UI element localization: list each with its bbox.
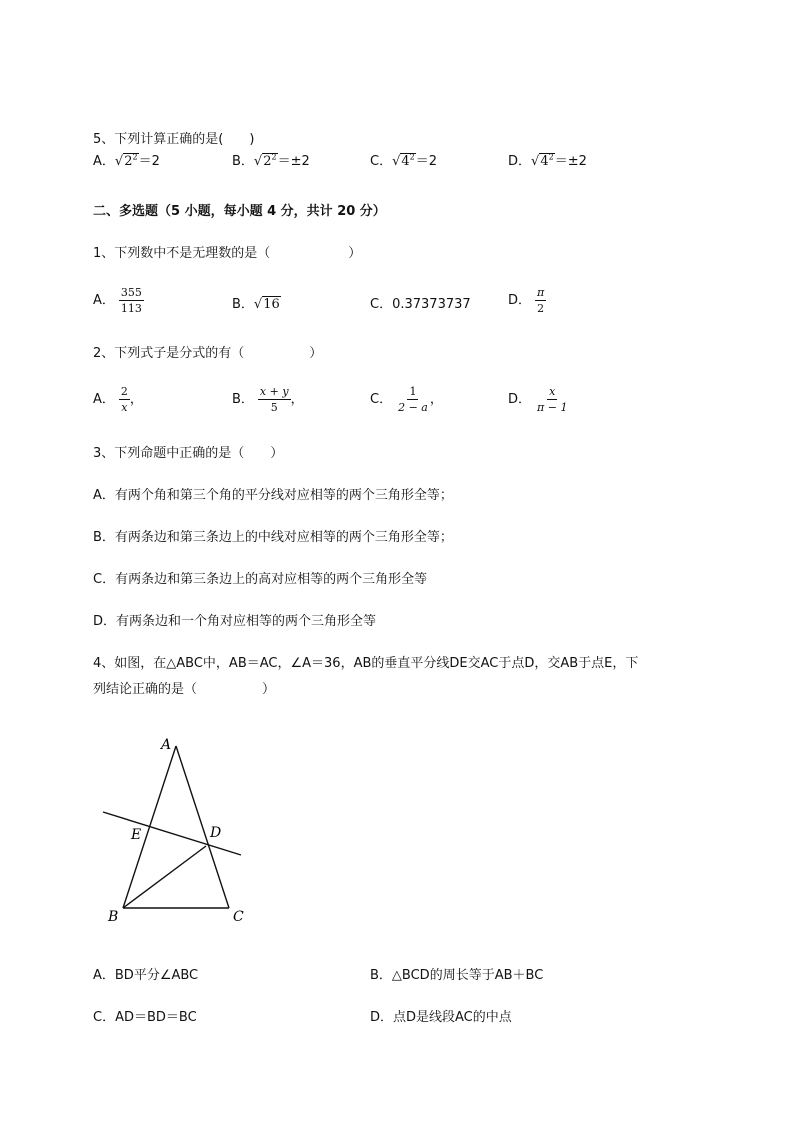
m2-c-fraction: [396, 384, 430, 415]
q5-option-d-tail: ＝±2: [554, 154, 587, 169]
m1-option-c-value: 0.37373737: [392, 297, 471, 312]
m1-b-radicand: 16: [263, 297, 280, 312]
q5-option-c-label: C．: [370, 154, 393, 169]
m3-option-b: B．有两条边和第三条边上的中线对应相等的两个三角形全等；: [93, 530, 453, 545]
m4-stem-line2: 列结论正确的是（ ）: [93, 682, 276, 697]
m1-a-fraction: [119, 285, 144, 316]
m1-option-b-label: B．: [232, 297, 254, 312]
m3-option-a: A．有两个角和第三个角的平分线对应相等的两个三角形全等；: [93, 488, 453, 503]
m2-c-numerator: 1: [409, 385, 417, 398]
q5-option-b: [232, 150, 310, 169]
m1-d-fraction: [535, 285, 546, 316]
vertex-label-b: B: [108, 909, 119, 925]
sqrt-symbol: $√2^2$: [114, 152, 138, 169]
m2-option-b: [232, 384, 304, 415]
m2-stem: 2、下列式子是分式的有（ ）: [93, 346, 323, 361]
sqrt-symbol: √16: [253, 297, 280, 312]
m2-d-denominator: π − 1: [537, 401, 568, 414]
m1-option-d-label: D．: [508, 293, 532, 308]
m2-a-fraction: [119, 384, 130, 415]
m1-d-numerator: π: [537, 286, 545, 299]
m1-option-a: [93, 285, 144, 316]
m2-b-comma: ，: [290, 392, 304, 407]
q5-c-exp: 2: [409, 152, 415, 162]
m3-option-d: D．有两条边和一个角对应相等的两个三角形全等: [93, 614, 377, 629]
m2-d-fraction: [535, 384, 569, 415]
m2-option-a-label: A．: [93, 392, 115, 407]
triangle-figure: [95, 735, 255, 930]
m2-b-denominator: 5: [270, 401, 278, 414]
m2-b-numerator: x + y: [259, 385, 289, 398]
m4-option-c: C．AD＝BD＝BC: [93, 1010, 197, 1025]
segment-bd: [123, 846, 206, 908]
q5-b-base: 2: [263, 154, 272, 169]
m2-option-b-label: B．: [232, 392, 254, 407]
sqrt-symbol: $√4^2$: [392, 152, 415, 169]
q5-option-c-tail: ＝2: [415, 154, 438, 169]
q5-d-exp: 2: [548, 152, 554, 162]
m2-option-a: [93, 384, 143, 415]
vertex-label-a: A: [161, 737, 172, 753]
m1-option-a-label: A．: [93, 293, 115, 308]
m2-option-d: [508, 384, 569, 415]
q5-option-b-label: B．: [232, 154, 254, 169]
section-heading: 二、多选题（5 小题，每小题 4 分，共计 20 分）: [93, 204, 386, 219]
m1-a-numerator: 355: [120, 286, 142, 299]
m2-d-numerator: x: [549, 385, 556, 398]
m2-a-denominator: x: [121, 401, 128, 414]
m2-c-comma: ，: [429, 392, 443, 407]
m2-a-numerator: 2: [120, 385, 128, 398]
m2-c-denominator: 2 − a: [398, 401, 428, 414]
m1-option-d: [508, 285, 546, 316]
m2-a-comma: ，: [129, 392, 143, 407]
sqrt-symbol: $√2^2$: [253, 152, 277, 169]
m4-option-d: D．点D是线段AC的中点: [370, 1010, 512, 1025]
q5-option-d: [508, 150, 587, 169]
q5-b-exp: 2: [271, 152, 277, 162]
m2-option-c-label: C．: [370, 392, 393, 407]
m1-option-b: [232, 293, 281, 312]
vertex-label-c: C: [233, 909, 244, 925]
m1-option-c-label: C．: [370, 297, 393, 312]
q5-option-b-tail: ＝±2: [277, 154, 310, 169]
q5-option-d-label: D．: [508, 154, 532, 169]
m1-a-denominator: 113: [120, 302, 142, 315]
q5-option-a-tail: ＝2: [138, 154, 160, 169]
m1-option-c: [370, 293, 471, 312]
m2-b-fraction: [258, 384, 291, 415]
q5-c-base: 4: [401, 154, 410, 169]
m4-option-a: A．BD平分∠ABC: [93, 968, 199, 983]
m2-option-c: [370, 384, 443, 415]
m4-option-b: B．△BCD的周长等于AB＋BC: [370, 968, 544, 983]
point-label-e: E: [131, 827, 142, 843]
q5-a-exp: 2: [132, 152, 138, 162]
m3-stem: 3、下列命题中正确的是（ ）: [93, 446, 284, 461]
m4-stem-line1: 4、如图，在△ABC中，AB＝AC，∠A＝36，AB的垂直平分线DE交AC于点D，交AB于点E，下: [93, 656, 639, 671]
m2-option-d-label: D．: [508, 392, 532, 407]
m1-d-denominator: 2: [537, 302, 545, 315]
m3-option-c: C．有两条边和第三条边上的高对应相等的两个三角形全等: [93, 572, 428, 587]
m1-stem: 1、下列数中不是无理数的是（ ）: [93, 246, 362, 261]
point-label-d: D: [210, 825, 222, 841]
q5-d-base: 4: [540, 154, 549, 169]
q5-option-a-label: A．: [93, 154, 115, 169]
sqrt-symbol: $√4^2$: [531, 152, 554, 169]
q5-stem: 5、下列计算正确的是( ): [93, 132, 255, 147]
q5-option-c: [370, 150, 437, 169]
q5-option-a: [93, 150, 160, 169]
q5-a-base: 2: [124, 154, 133, 169]
